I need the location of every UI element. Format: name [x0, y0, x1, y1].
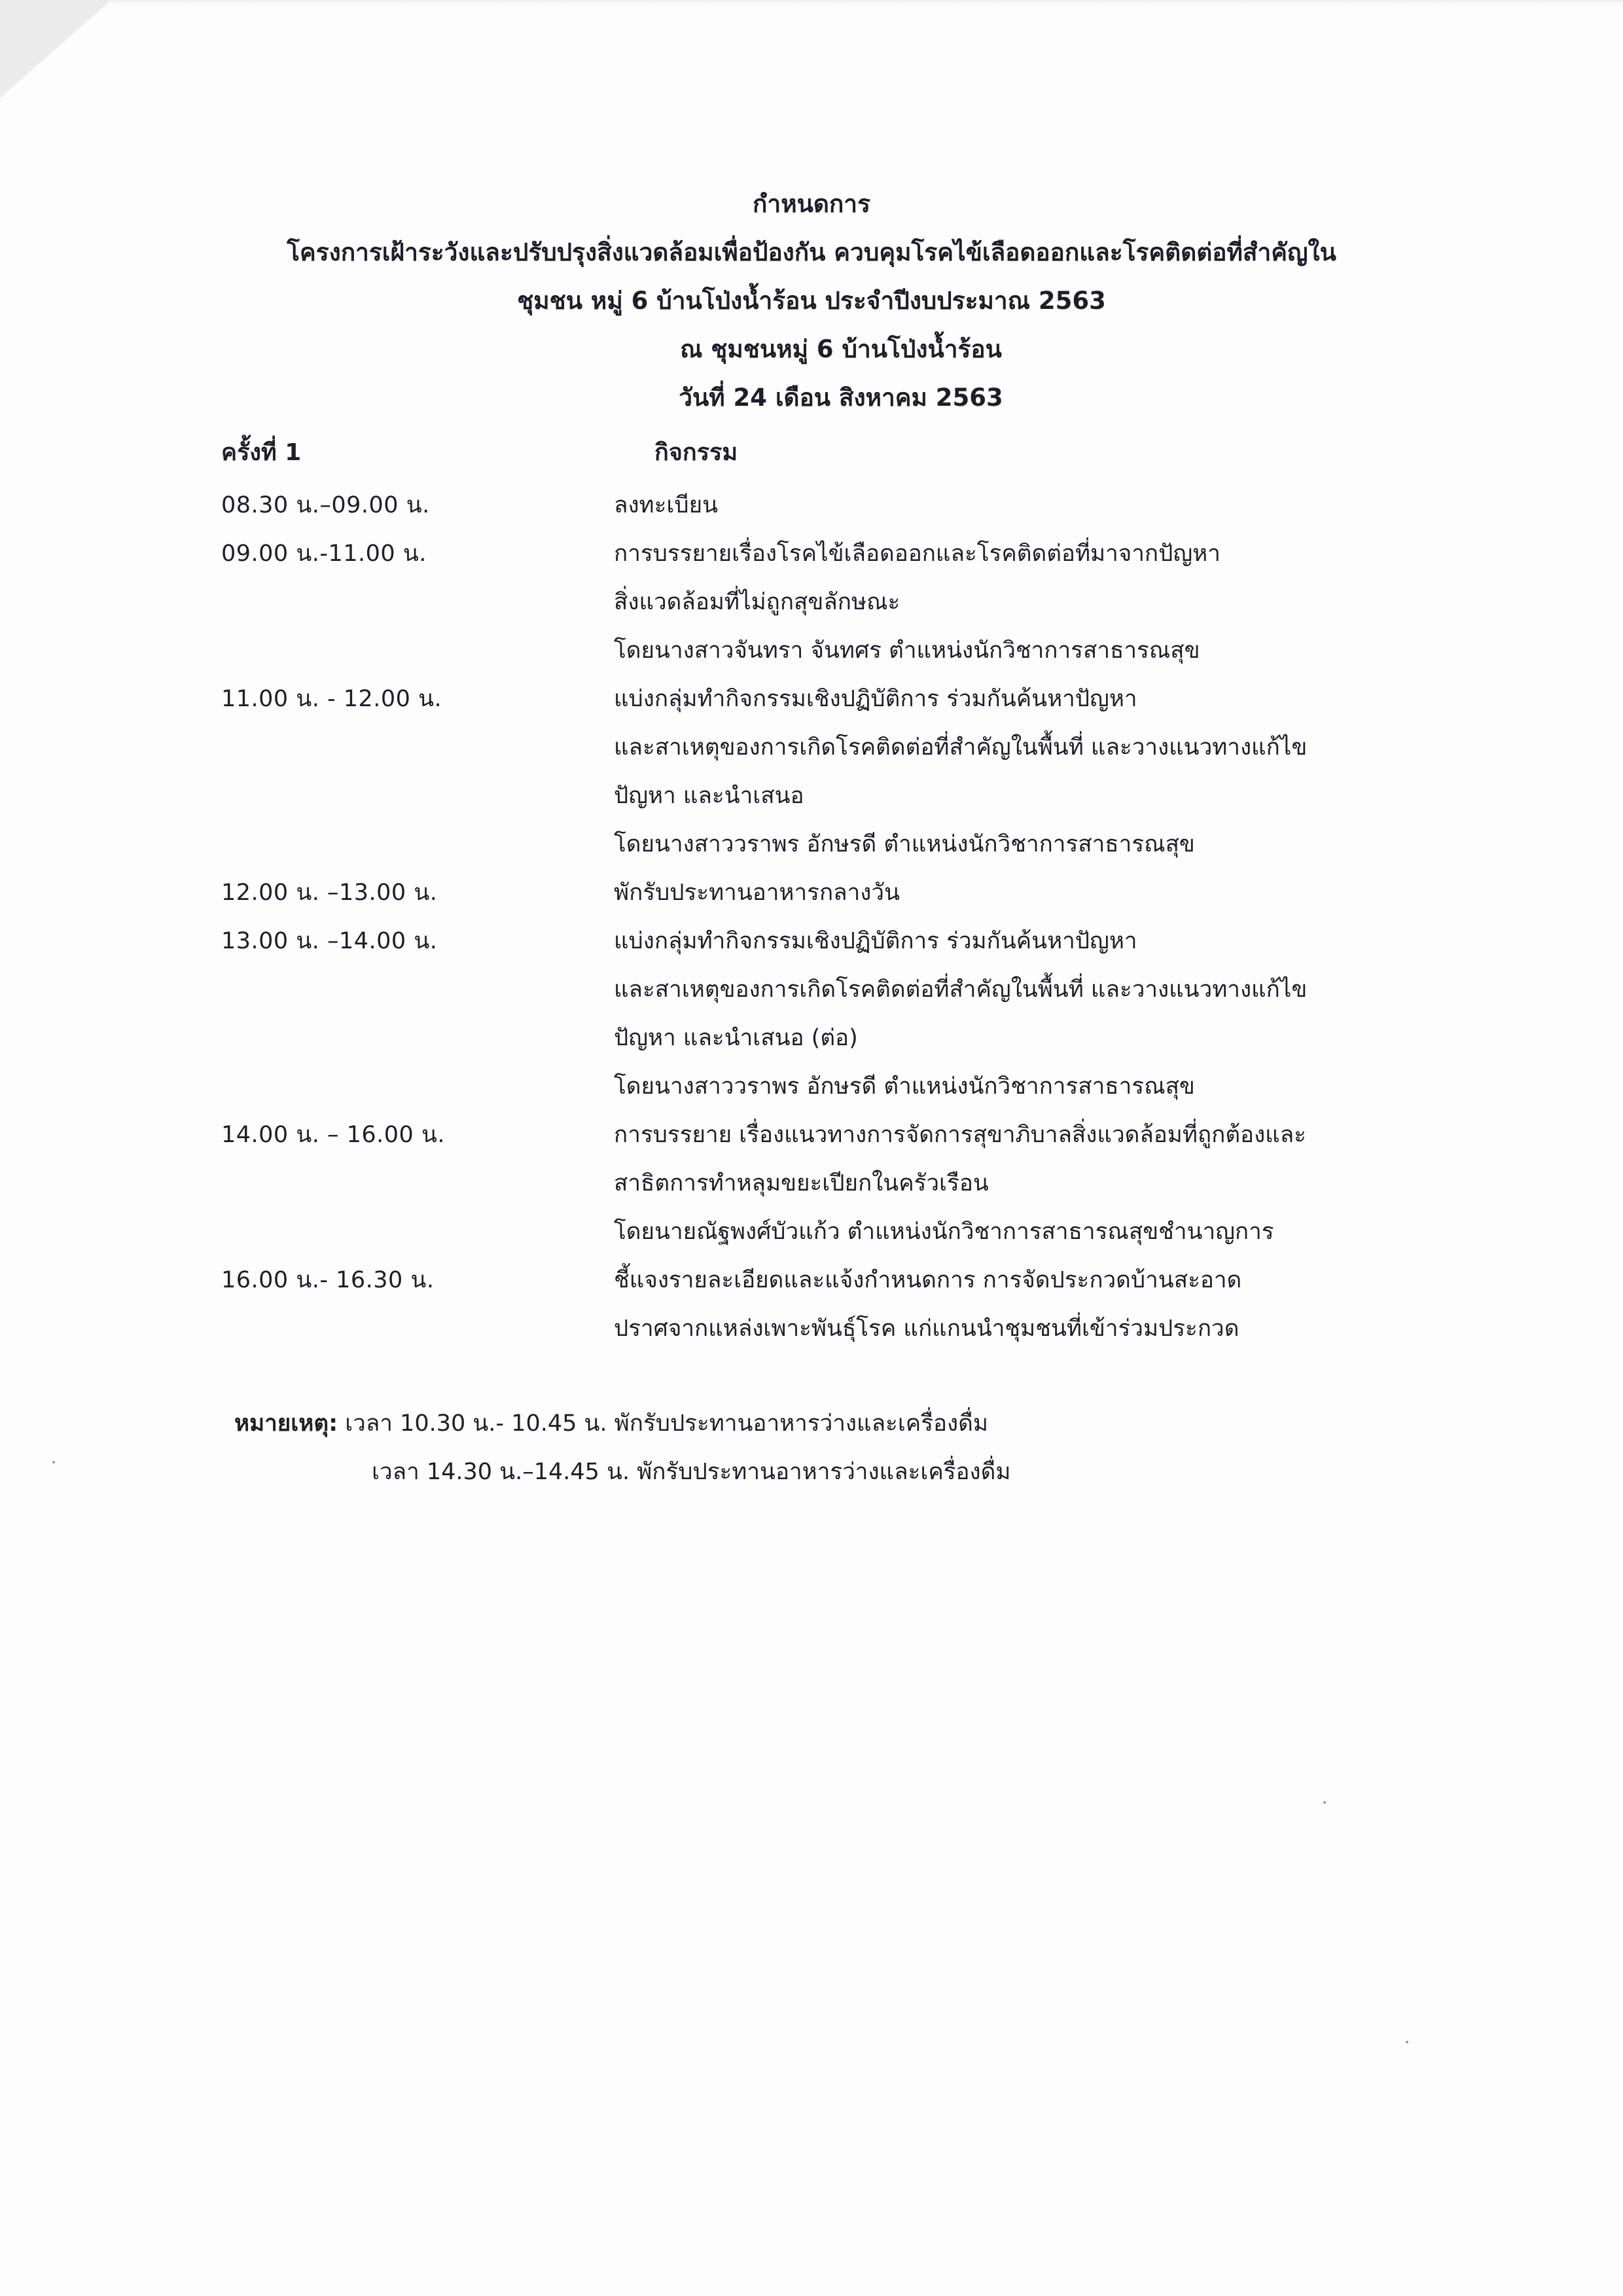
- schedule-row: [221, 1256, 1465, 1353]
- activity-line: ลงทะเบียน: [614, 492, 719, 518]
- activity-line: ปราศจากแหล่งเพาะพันธุ์โรค แก่แกนนำชุมชนที่เข้าร่วมประกวด: [614, 1316, 1240, 1342]
- activity-line: การบรรยายเรื่องโรคไข้เลือดออกและโรคติดต่อที่มาจากปัญหา: [614, 541, 1221, 567]
- schedule-row: [221, 481, 1465, 529]
- schedule-time: 12.00 น. –13.00 น.: [221, 880, 438, 906]
- remarks-line: เวลา 14.30 น.–14.45 น. พักรับประทานอาหารว่างและเครื่องดื่ม: [372, 1459, 1011, 1485]
- activity-line: การบรรยาย เรื่องแนวทางการจัดการสุขาภิบาลสิ่งแวดล้อมที่ถูกต้องและ: [614, 1122, 1306, 1148]
- session-label: ครั้งที่ 1: [221, 439, 302, 466]
- activity-line: สิ่งแวดล้อมที่ไม่ถูกสุขลักษณะ: [614, 589, 901, 615]
- remarks-label: หมายเหตุ:: [234, 1410, 338, 1437]
- schedule-row: [221, 869, 1465, 917]
- activity-line: และสาเหตุของการเกิดโรคติดต่อที่สำคัญในพื้นที่ และวางแนวทางแก้ไข: [614, 977, 1308, 1003]
- schedule-activity: [614, 675, 1465, 869]
- scan-edge: [111, 0, 1623, 4]
- remarks: [234, 1399, 1010, 1496]
- schedule-time: 09.00 น.-11.00 น.: [221, 541, 427, 567]
- schedule-row: [221, 917, 1465, 1111]
- schedule-row: [221, 675, 1465, 869]
- schedule-activity: [614, 1111, 1465, 1256]
- schedule-activity: [614, 1256, 1465, 1353]
- schedule-row: [221, 1111, 1465, 1256]
- activity-line: ปัญหา และนำเสนอ (ต่อ): [614, 1025, 858, 1051]
- scan-speck: [1406, 2041, 1408, 2043]
- venue: ณ ชุมชนหมู่ 6 บ้านโป่งน้ำร้อน: [680, 335, 1002, 363]
- schedule-activity: [614, 869, 1465, 917]
- scan-speck: [52, 1461, 55, 1463]
- activity-line: โดยนายณัฐพงศ์บัวแก้ว ตำแหน่งนักวิชาการสาธารณสุขชำนาญการ: [614, 1219, 1274, 1245]
- activity-line: โดยนางสาววราพร อักษรดี ตำแหน่งนักวิชาการสาธารณสุข: [614, 1073, 1195, 1100]
- schedule-row: [221, 529, 1465, 675]
- activity-line: แบ่งกลุ่มทำกิจกรรมเชิงปฏิบัติการ ร่วมกันค้นหาปัญหา: [614, 928, 1137, 954]
- scan-speck: [1323, 1801, 1326, 1804]
- schedule-time: 14.00 น. – 16.00 น.: [221, 1122, 445, 1148]
- schedule-activity: [614, 529, 1465, 675]
- schedule-time: 11.00 น. - 12.00 น.: [221, 686, 442, 712]
- scan-artifact: [0, 0, 111, 98]
- activity-line: และสาเหตุของการเกิดโรคติดต่อที่สำคัญในพื้นที่ และวางแนวทางแก้ไข: [614, 734, 1308, 761]
- schedule-table: [221, 481, 1465, 1353]
- remarks-line: เวลา 10.30 น.- 10.45 น. พักรับประทานอาหารว่างและเครื่องดื่ม: [338, 1410, 988, 1437]
- activity-line: ชี้แจงรายละเอียดและแจ้งกำหนดการ การจัดประกวดบ้านสะอาด: [614, 1267, 1242, 1293]
- activity-heading: กิจกรรม: [654, 439, 738, 466]
- schedule-activity: [614, 917, 1465, 1111]
- schedule-time: 16.00 น.- 16.30 น.: [221, 1267, 435, 1293]
- schedule-time: 08.30 น.–09.00 น.: [221, 492, 430, 518]
- activity-line: สาธิตการทำหลุมขยะเปียกในครัวเรือน: [614, 1170, 989, 1196]
- activity-line: โดยนางสาววราพร อักษรดี ตำแหน่งนักวิชาการสาธารณสุข: [614, 831, 1195, 857]
- schedule-time: 13.00 น. –14.00 น.: [221, 928, 438, 954]
- activity-line: โดยนางสาวจันทรา จันทศร ตำแหน่งนักวิชาการสาธารณสุข: [614, 637, 1200, 664]
- activity-line: แบ่งกลุ่มทำกิจกรรมเชิงปฏิบัติการ ร่วมกันค้นหาปัญหา: [614, 686, 1137, 712]
- document-title: กำหนดการ: [753, 190, 870, 218]
- event-date: วันที่ 24 เดือน สิงหาคม 2563: [679, 384, 1003, 412]
- activity-line: พักรับประทานอาหารกลางวัน: [614, 880, 900, 906]
- activity-line: ปัญหา และนำเสนอ: [614, 783, 804, 809]
- project-name-continued: ชุมชน หมู่ 6 บ้านโป่งน้ำร้อน ประจำปีงบประมาณ 2563: [517, 287, 1106, 315]
- document-header: [0, 180, 1623, 422]
- schedule-activity: [614, 481, 1465, 529]
- project-name: โครงการเฝ้าระวังและปรับปรุงสิ่งแวดล้อมเพื่อป้องกัน ควบคุมโรคไข้เลือดออกและโรคติดต่อที่สำคัญใน: [287, 238, 1336, 266]
